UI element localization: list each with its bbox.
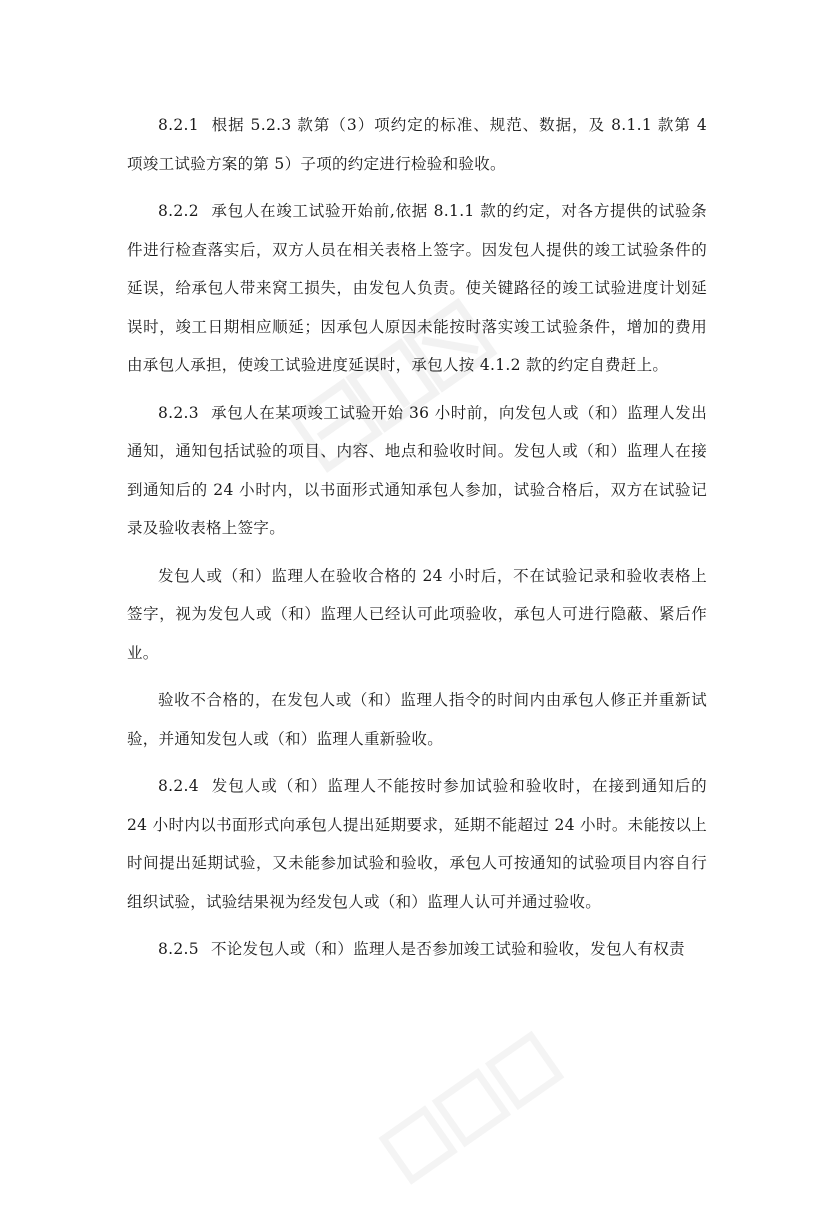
clause-number: 8.2.1 [158, 116, 199, 134]
watermark-graphic-bottom [364, 1013, 597, 1226]
paragraph-8-2-1 [127, 106, 707, 183]
clause-number: 8.2.5 [158, 940, 199, 958]
clause-number: 8.2.4 [158, 777, 199, 795]
document-body [127, 106, 707, 978]
paragraph-acceptance-signature [127, 557, 707, 673]
clause-text: 验收不合格的，在发包人或（和）监理人指令的时间内由承包人修正并重新试验，并通知发包人或（和）监理人重新验收。 [127, 691, 707, 748]
clause-text: 承包人在竣工试验开始前,依据 8.1.1 款的约定，对各方提供的试验条件进行检查落实后，双方人员在相关表格上签字。因发包人提供的竣工试验条件的延误，给承包人带来窝工损失，由发包人负责。使关键路径的竣工试验进度计划延误时，竣工日期相应顺延；因承包人原因未能按时落实竣工试验条件，增加的费用由承包人承担，使竣工试验进度延误时，承包人按 4.1.2 款的约定自费赶上。 [127, 202, 707, 374]
clause-text: 根据 5.2.3 款第（3）项约定的标准、规范、数据，及 8.1.1 款第 4 项竣工试验方案的第 5）子项的约定进行检验和验收。 [127, 116, 707, 173]
clause-text: 承包人在某项竣工试验开始 36 小时前，向发包人或（和）监理人发出通知，通知包括试验的项目、内容、地点和验收时间。发包人或（和）监理人在接到通知后的 24 小时内，以书面形式通知承包人参加，试验合格后，双方在试验记录及验收表格上签字。 [127, 403, 707, 537]
clause-text: 发包人或（和）监理人不能按时参加试验和验收时，在接到通知后的 24 小时内以书面形式向承包人提出延期要求，延期不能超过 24 小时。未能按以上时间提出延期试验，又未能参加试验和验收，承包人可按通知的试验项目内容自行组织试验，试验结果视为经发包人或（和）监理人认可并通过验收。 [127, 777, 707, 911]
clause-text: 发包人或（和）监理人在验收合格的 24 小时后，不在试验记录和验收表格上签字，视为发包人或（和）监理人已经认可此项验收，承包人可进行隐蔽、紧后作业。 [127, 566, 707, 662]
paragraph-8-2-2 [127, 192, 707, 385]
clause-number: 8.2.3 [158, 403, 199, 422]
clause-text: 不论发包人或（和）监理人是否参加竣工试验和验收，发包人有权责 [210, 940, 685, 958]
clause-number: 8.2.2 [158, 202, 199, 220]
paragraph-acceptance-failed [127, 681, 707, 758]
paragraph-8-2-3 [127, 394, 707, 548]
paragraph-8-2-5 [127, 930, 707, 969]
paragraph-8-2-4 [127, 767, 707, 921]
